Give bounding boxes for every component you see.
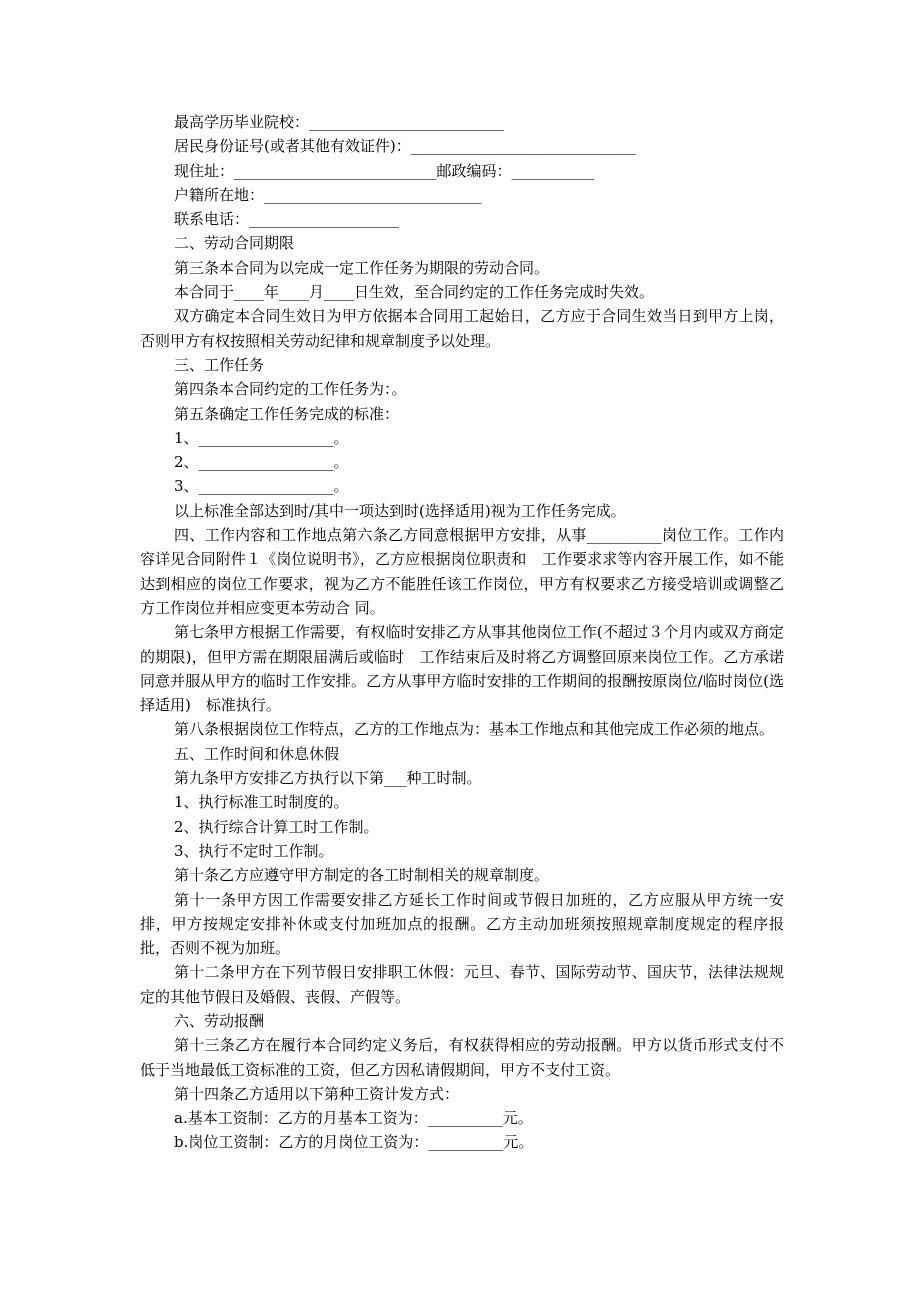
standard-item-1: 1、__________________。 [174, 428, 349, 447]
section-heading-working-hours: 五、工作时间和休息休假 [174, 744, 340, 763]
section-heading-work-task: 三、工作任务 [174, 355, 265, 374]
document-page [140, 110, 784, 1155]
field-id-number: 居民身份证号(或者其他有效证件)：______________________________ [174, 137, 636, 156]
wage-option-b: b.岗位工资制：乙方的月岗位工资为：__________元。 [174, 1133, 534, 1152]
article-10: 第十条乙方应遵守甲方制定的各工时制相关的规章制度。 [174, 866, 550, 885]
field-household-registration: 户籍所在地：_____________________________ [174, 185, 482, 204]
standard-completion-note: 以上标准全部达到时/其中一项达到时(选择适用)视为工作任务完成。 [174, 501, 626, 520]
article-5: 第五条确定工作任务完成的标准： [174, 404, 400, 423]
hours-option-2: 2、执行综合计算工时工作制。 [174, 817, 379, 836]
paragraph-article-6: 四、工作内容和工作地点第六条乙方同意根据甲方安排，从事__________岗位工作。工作内容详见合同附件１《岗位说明书》，乙方应根据岗位职责和 工作要求求等内容开展工作，如不能达到相应的岗位工作要求，视为乙方不能胜任该工作岗位，甲方有权要求乙方接受培训或调整乙方工作岗位并相应变更本劳动合 同。 [140, 526, 784, 617]
paragraph-article-8: 第八条根据岗位工作特点，乙方的工作地点为：基本工作地点和其他完成工作必须的地点。 [174, 720, 775, 739]
article-14: 第十四条乙方适用以下第种工资计发方式： [174, 1084, 460, 1103]
paragraph-article-13: 第十三条乙方在履行本合同约定义务后，有权获得相应的劳动报酬。甲方以货币形式支付不低于当地最低工资标准的工资，但乙方因私请假期间，甲方不支付工资。 [140, 1036, 784, 1079]
hours-option-3: 3、执行不定时工作制。 [174, 841, 334, 860]
wage-option-a: a.基本工资制：乙方的月基本工资为：__________元。 [174, 1109, 533, 1128]
effective-date-line: 本合同于____年____月____日生效，至合同约定的工作任务完成时失效。 [174, 283, 655, 302]
hours-option-1: 1、执行标准工时制度的。 [174, 793, 349, 812]
paragraph-start-date: 双方确定本合同生效日为甲方依据本合同用工起始日，乙方应于合同生效当日到甲方上岗，否则甲方有权按照相关劳动纪律和规章制度予以处理。 [140, 307, 784, 350]
article-9: 第九条甲方安排乙方执行以下第___种工时制。 [174, 769, 482, 788]
section-heading-contract-term: 二、劳动合同期限 [174, 234, 295, 253]
paragraph-article-11: 第十一条甲方因工作需要安排乙方延长工作时间或节假日加班的，乙方应服从甲方统一安排，甲方按规定安排补休或支付加班加点的报酬。乙方主动加班须按照规章制度规定的程序报批，否则不视为加班。 [140, 890, 784, 958]
field-graduate-school: 最高学历毕业院校：__________________________ [174, 113, 505, 131]
section-heading-remuneration: 六、劳动报酬 [174, 1011, 265, 1030]
field-phone: 联系电话：____________________ [174, 210, 400, 229]
standard-item-3: 3、__________________。 [174, 477, 349, 496]
field-address-postcode: 现住址：___________________________邮政编码：___________ [174, 161, 595, 180]
article-4: 第四条本合同约定的工作任务为：。 [174, 380, 407, 399]
standard-item-2: 2、__________________。 [174, 453, 349, 472]
paragraph-article-12: 第十二条甲方在下列节假日安排职工休假：元旦、春节、国际劳动节、国庆节，法律法规规定的其他节假日及婚假、丧假、产假等。 [140, 963, 784, 1006]
article-3: 第三条本合同为以完成一定工作任务为期限的劳动合同。 [174, 258, 550, 277]
paragraph-article-7: 第七条甲方根据工作需要，有权临时安排乙方从事其他岗位工作(不超过３个月内或双方商定的期限)，但甲方需在期限届满后或临时 工作结束后及时将乙方调整回原来岗位工作。乙方承诺同意并服从甲方的临时工作安排。乙方从事甲方临时安排的工作期间的报酬按原岗位/临时岗位(选择适用) 标准执行。 [140, 623, 784, 715]
